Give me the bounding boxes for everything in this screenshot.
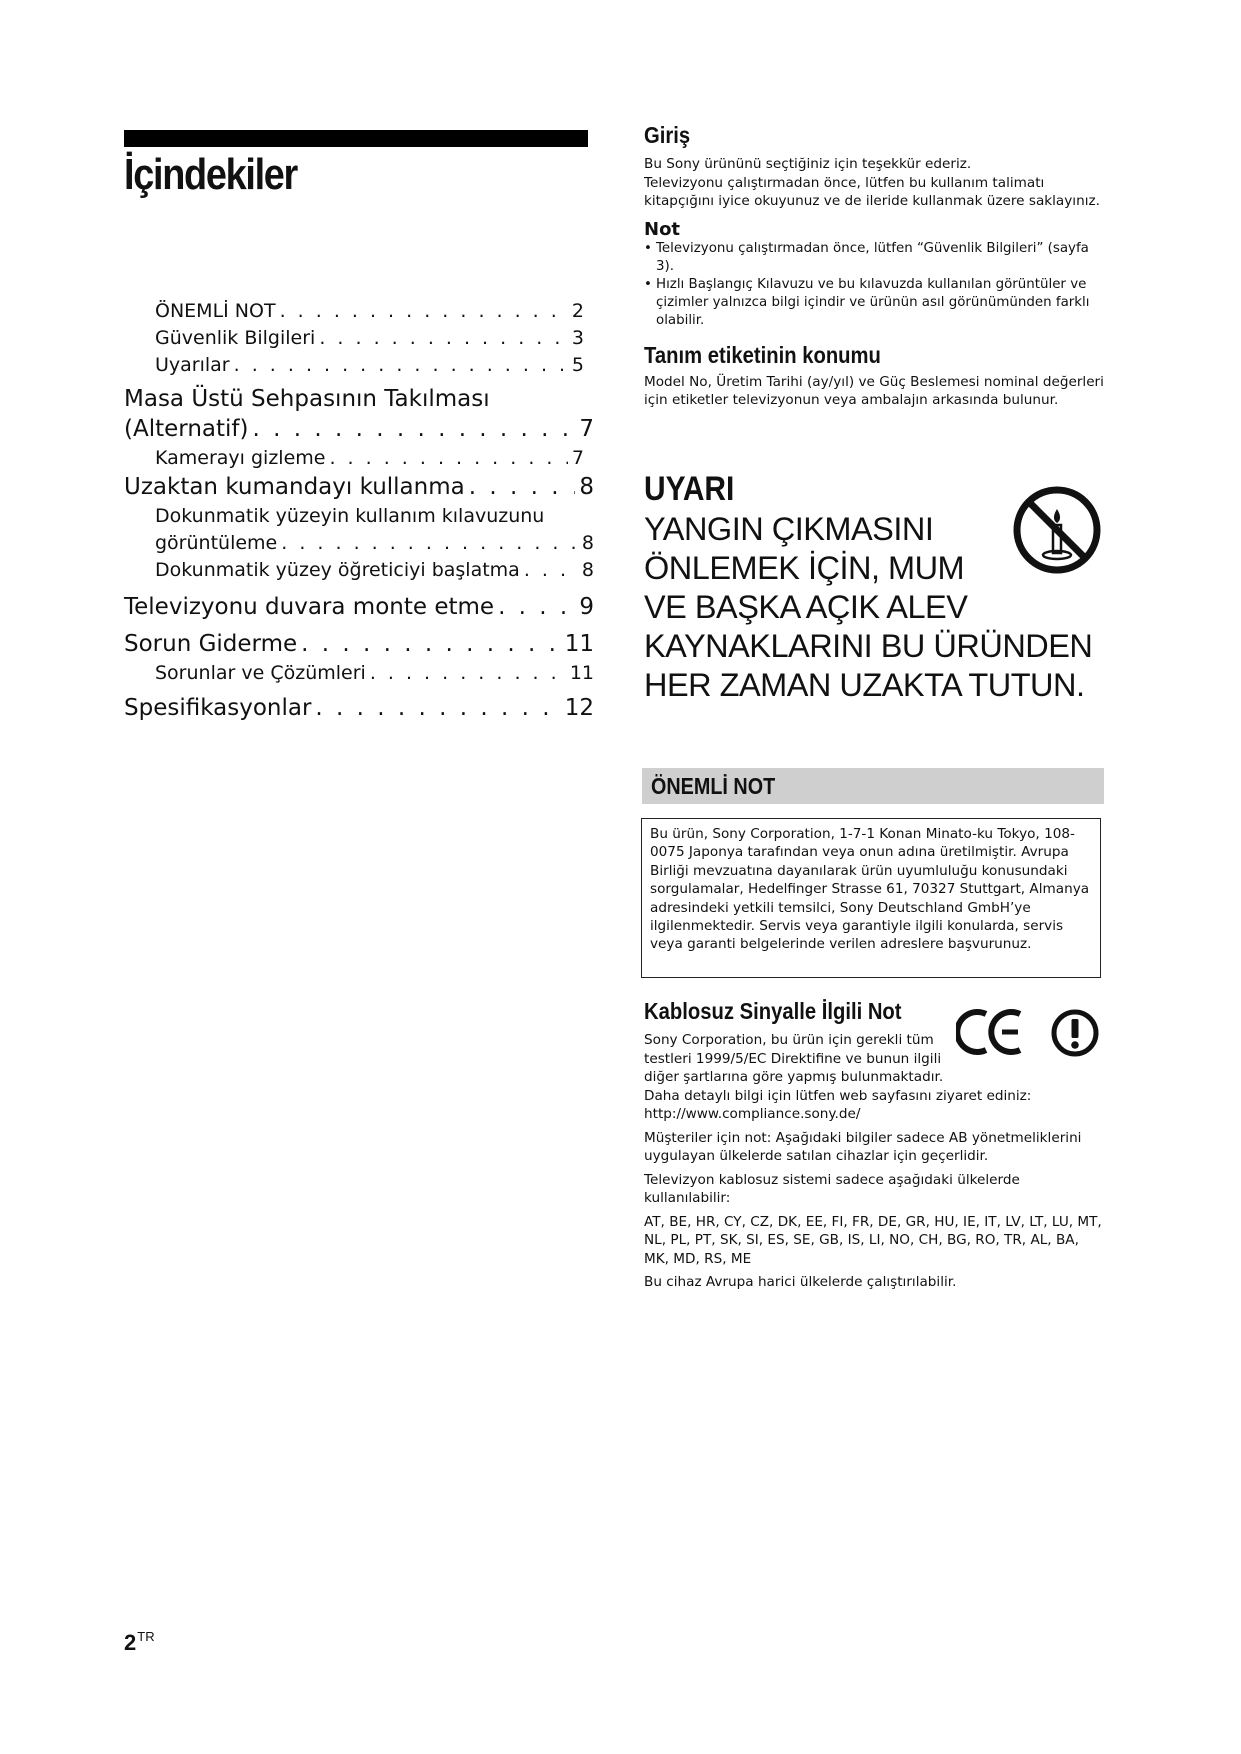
uyari-line: KAYNAKLARINI BU ÜRÜNDEN: [644, 628, 1093, 664]
toc-entry-dokunmatik-ogretici[interactable]: Dokunmatik yüzey öğreticiyi başlatma . . . 8: [124, 557, 594, 584]
toc-entry-sorunlar-cozumleri[interactable]: Sorunlar ve Çözümleri . . . 11: [124, 660, 594, 687]
heading-rule: [124, 130, 588, 147]
tanim-text: Model No, Üretim Tarihi (ay/yıl) ve Güç Beslemesi nominal değerleri için etiketler televizyonun veya ambalajın arkasında bulunur.: [644, 373, 1104, 408]
alert-class-icon: [1050, 1008, 1100, 1058]
uyari-line: VE BAŞKA AÇIK ALEV: [644, 589, 968, 625]
kablosuz-heading: Kablosuz Sinyalle İlgili Not: [644, 998, 902, 1024]
tanim-heading: Tanım etiketinin konumu: [644, 341, 881, 368]
ce-mark-icon: [956, 1006, 1026, 1058]
toc-entry-masa-ustu[interactable]: (Alternatif) . . . 7: [124, 414, 594, 445]
not-bullet-2: • Hızlı Başlangıç Kılavuzu ve bu kılavuzda kullanılan görüntüler ve çizimler yalnızca bilgi içindir ve ürünün asıl görünümünden farklı olabilir.: [644, 276, 1090, 328]
onemli-not-text: Bu ürün, Sony Corporation, 1-7-1 Konan Minato-ku Tokyo, 108-0075 Japonya tarafından veya onun adına üretilmiştir. Avrupa Birliği mevzuatına dayanılarak ürün uyumluluğu konusundaki sorgulamalar, Hedelfinger Strasse 61, 70327 Stuttgart, Almanya adresindeki yetkili temsilci, Sony Deutschland GmbH’ye ilgilenmektedir. Servis veya garantiyle ilgili konularda, servis veya garanti belgelerinde verilen adreslere başvurunuz.: [650, 826, 1090, 953]
uyari-line: YANGIN ÇIKMASINI: [644, 511, 934, 547]
onemli-not-heading-bar: [642, 768, 1104, 804]
kablosuz-p4: Televizyon kablosuz sistemi sadece aşağıdaki ülkelerde kullanılabilir:: [644, 1171, 1020, 1206]
toc-entry-dokunmatik-kilavuz[interactable]: görüntüleme . . . 8: [124, 530, 594, 557]
no-open-flame-icon: [1012, 485, 1102, 575]
intro-column: [644, 122, 1104, 410]
toc-entry-spesifikasyonlar[interactable]: Spesifikasyonlar . . . 12: [124, 693, 594, 724]
giris-heading: Giriş: [644, 122, 691, 148]
kablosuz-countries: AT, BE, HR, CY, CZ, DK, EE, FI, FR, DE, GR, HU, IE, IT, LV, LT, LU, MT, NL, PL, PT, SK, SI, ES, SE, GB, IS, LI, NO, CH, BG, RO, TR, AL, BA, MK, MD, RS, ME: [644, 1213, 1102, 1267]
compliance-link[interactable]: http://www.compliance.sony.de/: [644, 1106, 861, 1122]
toc-entry-kamerayi-gizleme[interactable]: Kamerayı gizleme . . . 7: [124, 445, 594, 472]
uyari-line: ÖNLEMEK İÇİN, MUM: [644, 550, 965, 586]
toc-entry-masa-ustu-line1[interactable]: Masa Üstü Sehpasının Takılması: [124, 386, 490, 412]
kablosuz-section: [644, 998, 1106, 1292]
kablosuz-p5: Bu cihaz Avrupa harici ülkelerde çalıştırılabilir.: [644, 1274, 957, 1290]
toc-entry-sorun-giderme[interactable]: Sorun Giderme . . . 11: [124, 629, 594, 660]
giris-line2: Televizyonu çalıştırmadan önce, lütfen bu kullanım talimatı kitapçığını iyice okuyunuz ve de ileride kullanmak üzere saklayınız.: [644, 174, 1100, 209]
toc-entry-uzaktan-kumanda[interactable]: Uzaktan kumandayı kullanma . . . 8: [124, 472, 594, 503]
toc-title: İçindekiler: [124, 150, 298, 199]
toc-entry-uyarilar[interactable]: Uyarılar . . . 5: [124, 352, 594, 379]
table-of-contents: [124, 298, 594, 724]
toc-entry-duvara-monte[interactable]: Televizyonu duvara monte etme . . . 9: [124, 592, 594, 623]
uyari-line: HER ZAMAN UZAKTA TUTUN.: [644, 667, 1085, 703]
toc-entry-onemli-not[interactable]: ÖNEMLİ NOT . . . 2: [124, 298, 594, 325]
onemli-not-box: [641, 818, 1101, 978]
not-bullet-1: • Televizyonu çalıştırmadan önce, lütfen “Güvenlik Bilgileri” (sayfa 3).: [644, 240, 1089, 274]
toc-entry-dokunmatik-kilavuz-line1[interactable]: Dokunmatik yüzeyin kullanım kılavuzunu: [155, 505, 545, 527]
toc-entry-guvenlik-bilgileri[interactable]: Güvenlik Bilgileri . . . 3: [124, 325, 594, 352]
page-number: $2^{TR}$: [124, 1629, 155, 1655]
not-heading: Not: [644, 218, 681, 240]
kablosuz-p1: Sony Corporation, bu ürün için gerekli tüm testleri 1999/5/EC Direktifine ve bunun ilgili diğer şartlarına göre yapmış bulunmaktadır.: [644, 1032, 944, 1085]
kablosuz-p2: Daha detaylı bilgi için lütfen web sayfasını ziyaret ediniz:: [644, 1087, 1032, 1104]
giris-line1: Bu Sony ürününü seçtiğiniz için teşekkür ederiz.: [644, 156, 972, 172]
uyari-heading: UYARI: [644, 470, 735, 508]
onemli-not-heading: ÖNEMLİ NOT: [651, 773, 776, 799]
kablosuz-p3: Müşteriler için not: Aşağıdaki bilgiler sadece AB yönetmeliklerini uygulayan ülkelerde satılan cihazlar için geçerlidir.: [644, 1129, 1082, 1164]
